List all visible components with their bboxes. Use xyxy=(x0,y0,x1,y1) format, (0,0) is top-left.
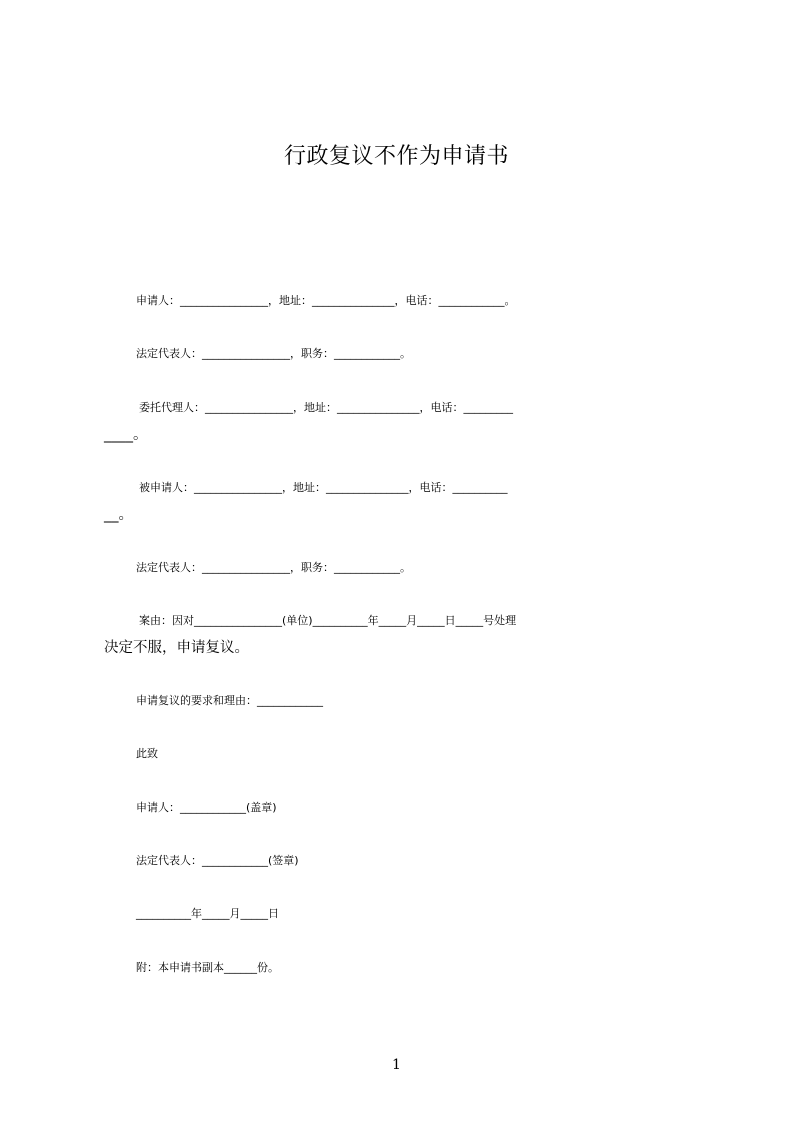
salutation-line: 此致 xyxy=(136,747,158,760)
applicant-line: 申请人：________________，地址：_______________，电话：____________。 xyxy=(136,294,516,307)
respondent-legal-rep-line: 法定代表人：________________，职务：____________。 xyxy=(136,561,411,574)
legal-rep-sign-line: 法定代表人：____________(签章) xyxy=(136,854,299,867)
agent-line-continued: ____。 xyxy=(104,427,148,443)
agent-line: 委托代理人：________________，地址：_______________，电话：_________ xyxy=(139,401,513,414)
request-reason-line: 申请复议的要求和理由：____________ xyxy=(136,694,323,707)
respondent-line-continued: __。 xyxy=(104,507,133,523)
respondent-line: 被申请人：________________，地址：_______________，电话：__________ xyxy=(139,481,508,494)
applicant-legal-rep-line: 法定代表人：________________，职务：____________。 xyxy=(136,347,411,360)
case-cause-line: 案由：因对________________(单位)__________年_____月_____日_____号处理 xyxy=(139,614,517,627)
attachment-line: 附：本申请书副本______份。 xyxy=(136,961,279,974)
applicant-seal-line: 申请人：____________(盖章) xyxy=(136,801,277,814)
page-title: 行政复议不作为申请书 xyxy=(283,144,509,169)
date-line: __________年_____月_____日 xyxy=(136,907,279,920)
page-number: 1 xyxy=(392,1057,401,1073)
case-cause-line-continued: 决定不服，申请复议。 xyxy=(104,640,249,656)
